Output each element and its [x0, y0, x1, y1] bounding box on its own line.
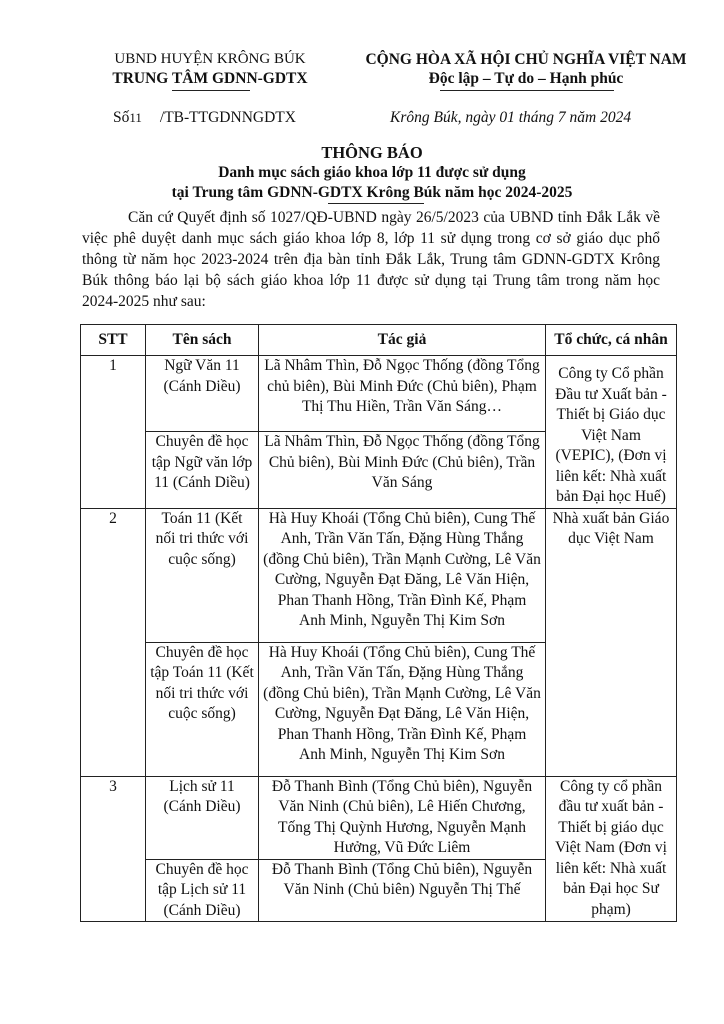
header-authors: Tác giả — [259, 325, 546, 356]
row-stt: 1 — [81, 356, 146, 509]
place-date: Krông Búk, ngày 01 tháng 7 năm 2024 — [390, 109, 632, 126]
book-authors: Hà Huy Khoái (Tổng Chủ biên), Cung Thế Anh, Trần Văn Tấn, Đặng Hùng Thắng (đồng Chủ biên), Trần Mạnh Cường, Lê Văn Cường, Nguyễn Đạt Đăng, Lê Văn Hiện, Phan Thanh Hồng, Trần Đình Kế, Phạm Anh Minh, Nguyễn Thị Kim Sơn — [259, 508, 546, 642]
book-title: Toán 11 (Kết nối tri thức với cuộc sống) — [146, 508, 259, 642]
number-value: 11 — [129, 110, 142, 125]
book-authors: Lã Nhâm Thìn, Đỗ Ngọc Thống (đồng Tổng Chủ biên), Bùi Minh Đức (Chủ biên), Trần Văn Sáng — [259, 432, 546, 508]
table-header-row — [81, 325, 677, 356]
row-stt: 2 — [81, 508, 146, 776]
book-authors: Hà Huy Khoái (Tổng Chủ biên), Cung Thế Anh, Trần Văn Tấn, Đặng Hùng Thắng (đồng Chủ biên), Trần Mạnh Cường, Lê Văn Cường, Nguyễn Đạt Đăng, Lê Văn Hiện, Phan Thanh Hồng, Trần Đình Kế, Phạm Anh Minh, Nguyễn Thị Kim Sơn — [259, 642, 546, 776]
agency-block — [90, 50, 330, 88]
notice-heading: THÔNG BÁO — [321, 143, 423, 162]
table-row — [81, 356, 677, 432]
book-org: Công ty Cổ phần Đầu tư Xuất bản - Thiết bị Giáo dục Việt Nam (VEPIC), (Đơn vị liên kết: Nhà xuất bản Đại học Huế) — [546, 356, 677, 509]
motto-underline — [440, 90, 614, 91]
intro-paragraph: Căn cứ Quyết định số 1027/QĐ-UBND ngày 26/5/2023 của UBND tỉnh Đắk Lắk về việc phê duyệt danh mục sách giáo khoa lớp 8, lớp 11 sử dụng trong cơ sở giáo dục phổ thông từ năm học 2023-2024 trên địa bàn tỉnh Đắk Lắk, Trung tâm GDNN-GDTX Krông Búk thông báo lại bộ sách giáo khoa lớp 11 được sử dụng tại Trung tâm trong năm học 2024-2025 như sau: — [82, 209, 660, 310]
table-row — [81, 508, 677, 642]
textbook-table — [80, 324, 677, 922]
agency-top: UBND HUYỆN KRÔNG BÚK — [114, 51, 306, 67]
book-title: Lịch sử 11 (Cánh Diều) — [146, 776, 259, 859]
book-authors: Lã Nhâm Thìn, Đỗ Ngọc Thống (đồng Tổng chủ biên), Bùi Minh Đức (Chủ biên), Phạm Thị Thu Hiền, Trần Văn Sáng… — [259, 356, 546, 432]
table-row — [81, 776, 677, 859]
book-authors: Đỗ Thanh Bình (Tổng Chủ biên), Nguyễn Văn Ninh (Chủ biên), Lê Hiến Chương, Tống Thị Quỳnh Hương, Nguyễn Mạnh Hưởng, Vũ Đức Liêm — [259, 776, 546, 859]
nation-block — [350, 50, 702, 88]
document-number — [113, 108, 296, 127]
agency-name: TRUNG TÂM GDNN-GDTX — [112, 70, 308, 87]
number-suffix: /TB-TTGDNNGDTX — [159, 109, 296, 126]
header-stt: STT — [81, 325, 146, 356]
book-org: Công ty cổ phần đầu tư xuất bản - Thiết bị giáo dục Việt Nam (Đơn vị liên kết: Nhà xuất bản Đại học Sư phạm) — [546, 776, 677, 922]
book-title: Chuyên đề học tập Ngữ văn lớp 11 (Cánh Diều) — [146, 432, 259, 508]
book-title: Chuyên đề học tập Toán 11 (Kết nối tri thức với cuộc sống) — [146, 642, 259, 776]
book-title: Chuyên đề học tập Lịch sử 11 (Cánh Diều) — [146, 859, 259, 922]
agency-underline — [172, 90, 250, 91]
header-org: Tổ chức, cá nhân — [546, 325, 677, 356]
row-stt: 3 — [81, 776, 146, 922]
book-title: Ngữ Văn 11 (Cánh Diều) — [146, 356, 259, 432]
header-title: Tên sách — [146, 325, 259, 356]
number-prefix: Số — [113, 109, 130, 126]
notice-title-block — [82, 143, 662, 203]
book-authors: Đỗ Thanh Bình (Tổng Chủ biên), Nguyễn Văn Ninh (Chủ biên) Nguyễn Thị Thế — [259, 859, 546, 922]
book-org: Nhà xuất bản Giáo dục Việt Nam — [546, 508, 677, 776]
notice-subtitle-1: Danh mục sách giáo khoa lớp 11 được sử dụng — [218, 164, 526, 181]
nation-title: CỘNG HÒA XÃ HỘI CHỦ NGHĨA VIỆT NAM — [365, 51, 687, 68]
title-underline — [328, 203, 424, 204]
notice-subtitle-2: tại Trung tâm GDNN-GDTX Krông Búk năm học 2024-2025 — [171, 184, 573, 201]
motto: Độc lập – Tự do – Hạnh phúc — [428, 70, 624, 87]
